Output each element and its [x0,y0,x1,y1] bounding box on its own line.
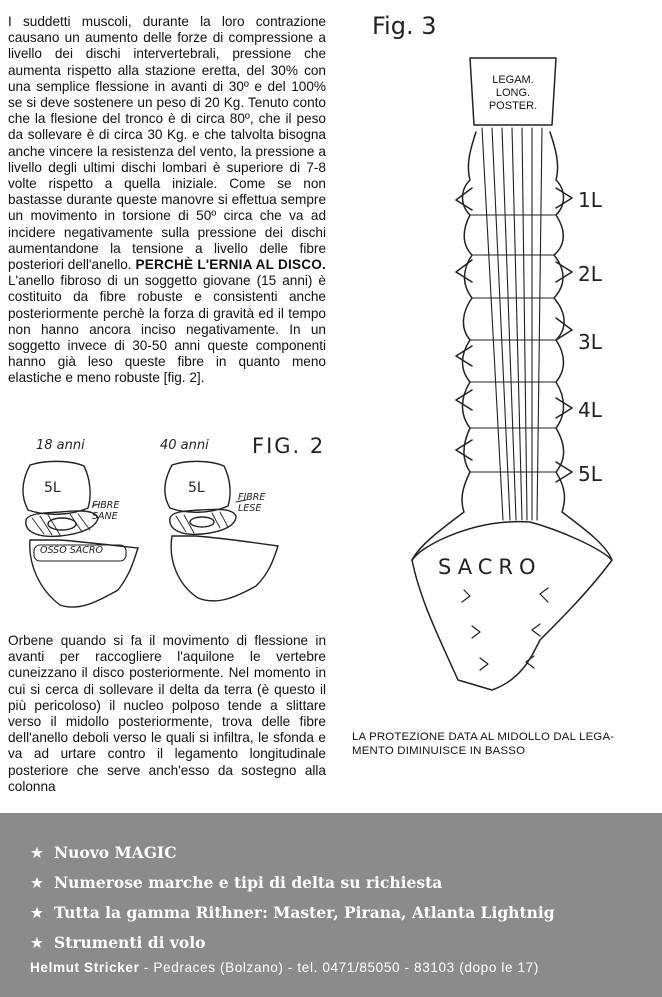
fig2-left-bone-label: OSSO SACRO [40,545,103,556]
spine-left-edge [412,132,476,560]
ad-item-text: Tutta la gamma Rithner: Master, Pirana, Atlanta Lightnig [54,903,555,922]
fig3-vertebra-3l: 3L [578,330,602,354]
ad-item-text: Strumenti di volo [54,933,206,952]
ad-footer-name: Helmut Stricker [30,960,140,975]
ad-item-text: Numerose marche e tipi di delta su richiesta [54,873,443,892]
paragraph-1-text: I suddetti muscoli, durante la loro contrazione causano un aumento delle forze di compressione a livello dei dischi intervertebrali, pressione che aumenta rispetto alla stazione eretta, del 30% con una semplice flessione in avanti di 30º e del 100% se si deve sostenere un peso di 20 Kg. Tenuto conto che la flesione del tronco è di circa 80º, che il peso da sollevare è di circa 30 Kg. e che talvolta bisogna anche vincere la resistenza del vento, la pressione a livello degli ultimi dischi lombari è superiore di 7-8 volte rispetto a quella iniziale. Come se non bastasse durante queste manovre si effettua sempre un movimento in torsione di 50º circa che va ad incidere negativamente sulla pressione dei dischi aumentandone la tensione a livello delle fibre posteriori dell'anello. [8,14,326,273]
ad-footer [30,960,539,975]
fig2-left-fibers-label: FIBRE SANE [92,500,120,522]
star-icon: ★ [30,904,44,922]
fig3-vertebra-4l: 4L [578,398,602,422]
star-icon: ★ [30,844,44,862]
ad-footer-details: - Pedraces (Bolzano) - tel. 0471/85050 - 83103 (dopo le 17) [139,960,539,975]
fig2-right-fibers-label: FIBRE LESE [238,492,266,514]
fig3-title: Fig. 3 [372,12,437,40]
fig3-sacrum-label: SACRO [438,555,542,579]
star-icon: ★ [30,934,44,952]
ad-list [30,838,555,958]
fig2-left-vertebra-label: 5L [44,480,61,496]
ad-box [0,813,662,997]
ad-item [30,898,555,928]
section-heading-ernia: PERCHÈ L'ERNIA AL DISCO. [135,257,327,273]
ad-item [30,838,555,868]
fig2-right-vertebra-label: 5L [188,480,205,496]
fig3-vertebra-1l: 1L [578,188,602,212]
fig2-age-left: 18 anni [36,438,85,453]
ad-item-text: Nuovo MAGIC [54,843,177,862]
process-markers-right [556,188,572,482]
sacrum-shape [412,522,612,690]
paragraph-2-text: L'anello fibroso di un soggetto giovane (15 anni) è costituito da fibre robuste e consistenti anche posteriormente perchè la forza di gravità ed il tempo non hanno ancora inciso negativamente. In un soggetto invece di 30-50 anni queste componenti hanno già leso queste fibre in quanto meno elastiche e meno robuste [fig. 2]. [8,273,326,386]
fig2-age-right: 40 anni [160,438,209,453]
fig3-vertebra-2l: 2L [578,262,602,286]
ad-item [30,868,555,898]
fig2-title: FIG. 2 [252,434,326,458]
fig3-vertebra-5l: 5L [578,462,602,486]
article-paragraph-3: Orbene quando si fa il movimento di flessione in avanti per raccogliere l'aquilone le vertebre cuneizzano il disco posteriormente. Nel momento in cui si cerca di sollevare il delta da terra (è questo il più pericoloso) il nucleo polposo tende a slittare verso il midollo posteriormente, trova delle fibre dell'anello deboli verso le quali si infiltra, le sfonda e va ad urtare contro il legamento longitudinale posteriore che serve anch'esso da sostegno alla colonna [8,633,326,794]
star-icon: ★ [30,874,44,892]
fig3-ligament-label: LEGAM. LONG. POSTER. [488,74,538,112]
ligament-lines [482,128,542,520]
fig3-caption: LA PROTEZIONE DATA AL MIDOLLO DAL LEGA- MENTO DIMINUISCE IN BASSO [352,731,615,757]
ad-item [30,928,555,958]
